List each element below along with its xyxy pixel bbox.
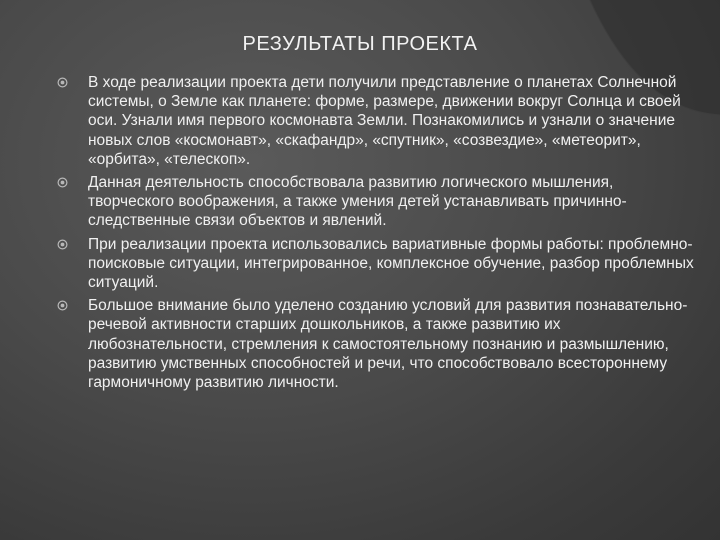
bullet-text: Большое внимание было уделено созданию условий для развития познавательно-речевой активности старших дошкольников, а также развитию их любознательности, стремления к самостоятельному познанию и размышлению, развитию умственных способностей и речи, что способствовало всестороннему гармоничному развитию личности. <box>88 297 688 392</box>
circled-dot-icon <box>57 177 68 188</box>
bullet-text: Данная деятельность способствовала развитию логического мышления, творческого воображения, а также умения детей устанавливать причинно-следственные связи объектов и явлений. <box>88 174 627 230</box>
bullet-item <box>57 73 697 169</box>
circled-dot-icon <box>57 239 68 250</box>
slide-title: РЕЗУЛЬТАТЫ ПРОЕКТА <box>242 33 478 55</box>
bullet-list <box>57 73 697 396</box>
bullet-item <box>57 296 697 392</box>
circled-dot-icon <box>57 300 68 311</box>
bullet-item <box>57 235 697 293</box>
bullet-text: При реализации проекта использовались вариативные формы работы: проблемно-поисковые ситуации, интегрированное, комплексное обучение, разбор проблемных ситуаций. <box>88 235 694 292</box>
bullet-text: В ходе реализации проекта дети получили представление о планетах Солнечной системы, о Земле как планете: форме, размере, движении вокруг Солнца и своей оси. Узнали имя первого космонавта Земли. Познакомились и узнали о значение новых слов «космонавт», «скафандр», «спутник», «созвездие», «метеорит», «орбита», «телескоп». <box>88 74 681 168</box>
circled-dot-icon <box>57 77 68 88</box>
bullet-item <box>57 173 697 231</box>
